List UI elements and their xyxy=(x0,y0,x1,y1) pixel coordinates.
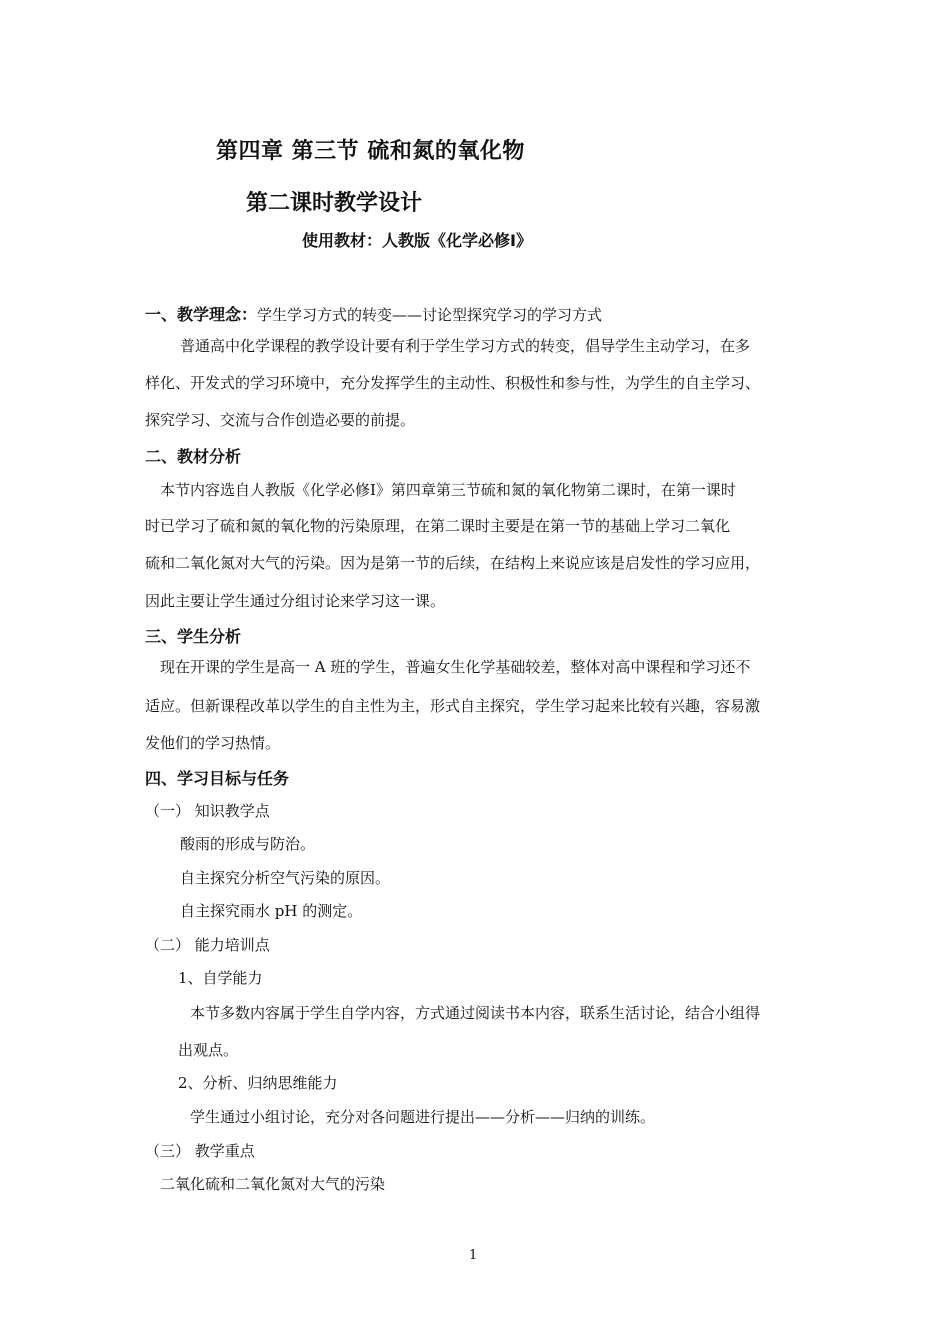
subsection-ability-label: （二） 能力培训点 xyxy=(145,936,270,954)
ability-item-title: 1、自学能力 xyxy=(178,969,263,987)
ability-item-line: 学生通过小组讨论，充分对各问题进行提出——分析——归纳的训练。 xyxy=(190,1108,656,1126)
subsection-knowledge-label: （一） 知识教学点 xyxy=(145,802,270,820)
section-3-line: 现在开课的学生是高一 A 班的学生，普遍女生化学基础较差，整体对高中课程和学习还不 xyxy=(160,658,751,676)
section-3-line: 发他们的学习热情。 xyxy=(145,734,281,752)
section-3-line: 适应。但新课程改革以学生的自主性为主，形式自主探究，学生学习起来比较有兴趣，容易激 xyxy=(145,697,761,715)
ability-item-line: 本节多数内容属于学生自学内容，方式通过阅读书本内容，联系生活讨论，结合小组得 xyxy=(190,1004,761,1022)
document-title: 第四章 第三节 硫和氮的氧化物 xyxy=(216,139,525,164)
knowledge-item: 酸雨的形成与防治。 xyxy=(180,835,316,853)
section-1-inline-text: 学生学习方式的转变——讨论型探究学习的学习方式 xyxy=(257,306,603,324)
knowledge-item: 自主探究雨水 pH 的测定。 xyxy=(180,902,363,920)
section-1-heading: 一、教学理念： xyxy=(145,305,258,324)
section-1-line: 探究学习、交流与合作创造必要的前提。 xyxy=(145,411,416,429)
key-point-line: 二氧化硫和二氧化氮对大气的污染 xyxy=(160,1175,386,1193)
ability-item-line: 出观点。 xyxy=(178,1041,239,1059)
section-2-heading: 二、教材分析 xyxy=(145,447,242,466)
section-2-line: 本节内容选自人教版《化学必修Ⅰ》第四章第三节硫和氮的氧化物第二课时，在第一课时 xyxy=(160,481,736,499)
textbook-line: 使用教材：人教版《化学必修Ⅰ》 xyxy=(302,231,532,250)
section-4-heading: 四、学习目标与任务 xyxy=(145,769,290,788)
section-2-line: 因此主要让学生通过分组讨论来学习这一课。 xyxy=(145,592,446,610)
document-subtitle: 第二课时教学设计 xyxy=(246,191,423,216)
section-1-line: 普通高中化学课程的教学设计要有利于学生学习方式的转变，倡导学生主动学习，在多 xyxy=(180,337,751,355)
section-1-line: 样化、开发式的学习环境中，充分发挥学生的主动性、积极性和参与性，为学生的自主学习、 xyxy=(145,374,761,392)
section-1-heading-row xyxy=(145,302,602,325)
section-2-line: 硫和二氧化氮对大气的污染。因为是第一节的后续，在结构上来说应该是启发性的学习应用， xyxy=(145,554,761,572)
page-number: 1 xyxy=(469,1248,478,1263)
knowledge-item: 自主探究分析空气污染的原因。 xyxy=(180,869,391,887)
section-2-line: 时已学习了硫和氮的氧化物的污染原理，在第二课时主要是在第一节的基础上学习二氧化 xyxy=(145,517,731,535)
ability-item-title: 2、分析、归纳思维能力 xyxy=(178,1074,338,1092)
section-3-heading: 三、学生分析 xyxy=(145,627,242,646)
subsection-key-point-label: （三） 教学重点 xyxy=(145,1142,255,1160)
